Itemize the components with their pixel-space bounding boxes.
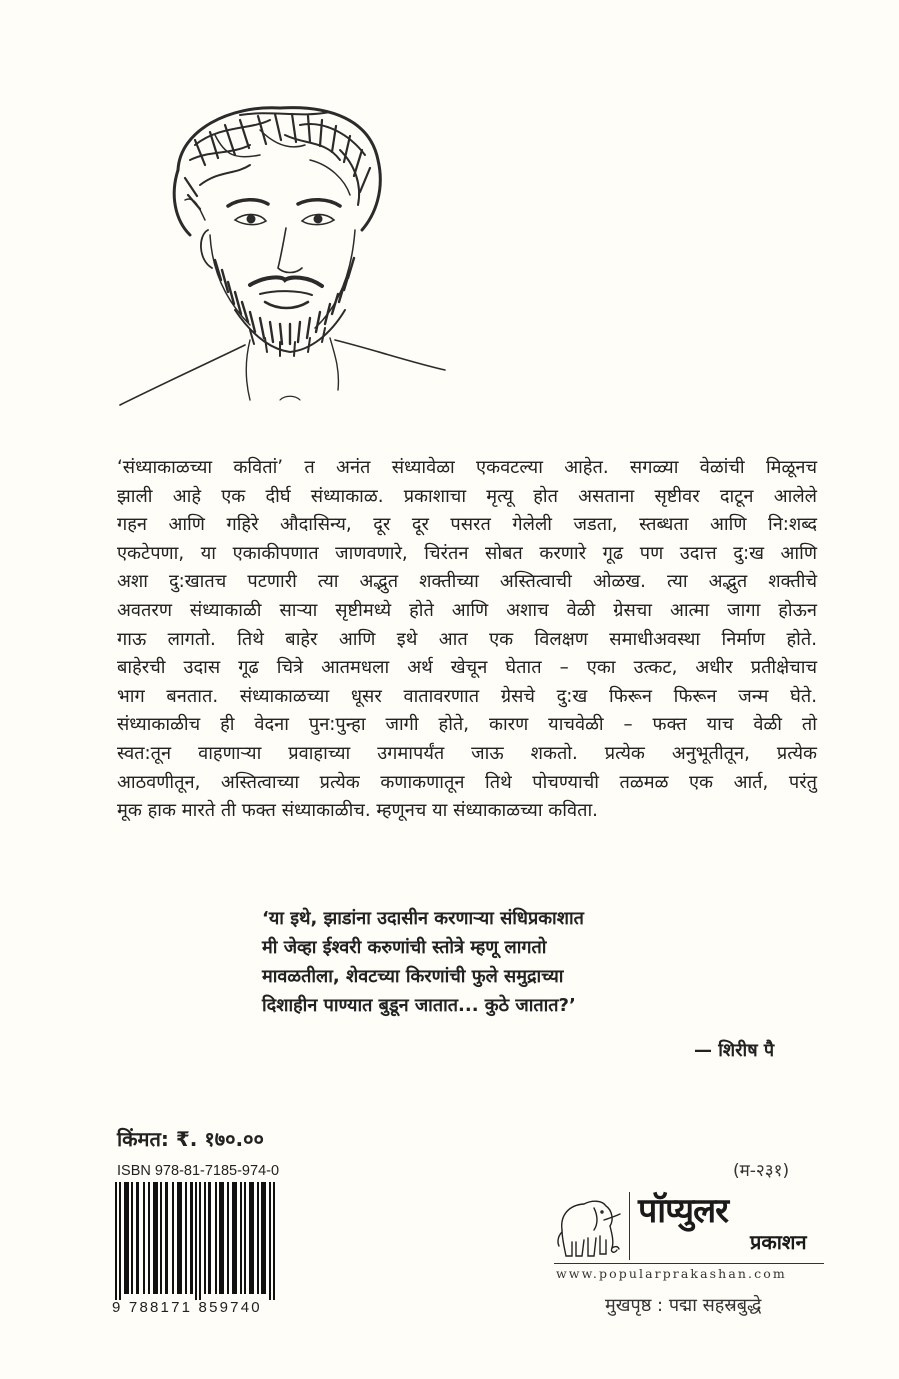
publisher-subname: प्रकाशन [750,1230,807,1254]
cover-design-credit: मुखपृष्ठ : पद्मा सहस्रबुद्धे [605,1295,762,1316]
barcode-digits: 9 788171 859740 [112,1299,262,1316]
blurb-line: गहन आणि गहिरे औदासिन्य, दूर दूर पसरत गेलेली जडता, स्तब्धता आणि नि:शब्द [117,514,817,536]
quote-line: मी जेव्हा ईश्वरी करुणांची स्तोत्रे म्हणू लागतो [262,937,547,958]
logo-rule [554,1263,824,1264]
blurb-line: अशा दु:खातच पटणारी त्या अद्भुत शक्तीच्या अस्तित्वाची ओळख. त्या अद्भुत शक्तीचे [117,571,817,593]
quote-line: दिशाहीन पाण्यात बुडून जातात... कुठे जातात?’ [262,995,576,1016]
catalog-code: (म-२३१) [733,1161,790,1181]
publisher-name: पॉप्युलर [638,1191,729,1231]
publisher-website[interactable]: www.popularprakashan.com [556,1266,787,1281]
blurb-line: ‘संध्याकाळच्या कवितां’ त अनंत संध्यावेळा एकवटल्या आहेत. सगळ्या वेळांची मिळूनच [117,457,817,478]
quote-attribution: — शिरीष पै [694,1040,775,1061]
book-price: किंमत: ₹. १७०.०० [117,1127,264,1151]
blurb-line: एकटेपणा, या एकाकीपणात जाणवणारे, चिरंतन सोबत करणारे गूढ पण उदात्त दु:ख आणि [117,542,817,564]
publisher-logo [554,1190,824,1265]
logo-divider [629,1192,630,1260]
blurb-line: स्वत:तून वाहणाऱ्या प्रवाहाच्या उगमापर्यंत जाऊ शकतो. प्रत्येक अनुभूतीतून, प्रत्येक [117,742,817,764]
quote-line: मावळतीला, शेवटच्या किरणांची फुले समुद्राच्या [262,966,564,987]
blurb-line: आठवणीतून, अस्तित्वाच्या प्रत्येक कणाकणातून तिथे पोचण्याची तळमळ एक आर्त, परंतु [117,771,817,793]
barcode-icon [112,1182,282,1300]
quote-line: ‘या इथे, झाडांना उदासीन करणाऱ्या संधिप्रकाशात [262,908,584,929]
blurb-line: अवतरण संध्याकाळी साऱ्या सृष्टीमध्ये होते आणि अशाच वेळी ग्रेसचा आत्मा जागा होऊन [117,599,817,621]
blurb-line: बाहेरची उदास गूढ चित्रे आतमधला अर्थ खेचून घेतात – एका उत्कट, अधीर प्रतीक्षेचाच [117,657,817,679]
poem-quote [262,904,782,1020]
blurb-line: मूक हाक मारते ती फक्त संध्याकाळीच. म्हणूनच या संध्याकाळच्या कविता. [117,800,598,822]
blurb-line: संध्याकाळीच ही वेदना पुन:पुन्हा जागी होते, कारण याचवेळी – फक्त याच वेळी तो [117,714,817,736]
portrait-illustration [100,100,500,430]
blurb-line: भाग बनतात. संध्याकाळच्या धूसर वातावरणात ग्रेसचे दु:ख फिरून फिरून जन्म घेते. [117,685,817,707]
author-portrait-sketch [100,100,500,430]
isbn-label: ISBN 978-81-7185-974-0 [117,1163,280,1179]
elephant-icon [554,1190,624,1262]
blurb-line: गाऊ लागतो. तिथे बाहेर आणि इथे आत एक विलक्षण समाधीअवस्था निर्माण होते. [117,628,817,650]
book-blurb [117,454,817,826]
blurb-line: झाली आहे एक दीर्घ संध्याकाळ. प्रकाशाचा मृत्यू होत असताना सृष्टीवर दाटून आलेले [117,485,817,507]
